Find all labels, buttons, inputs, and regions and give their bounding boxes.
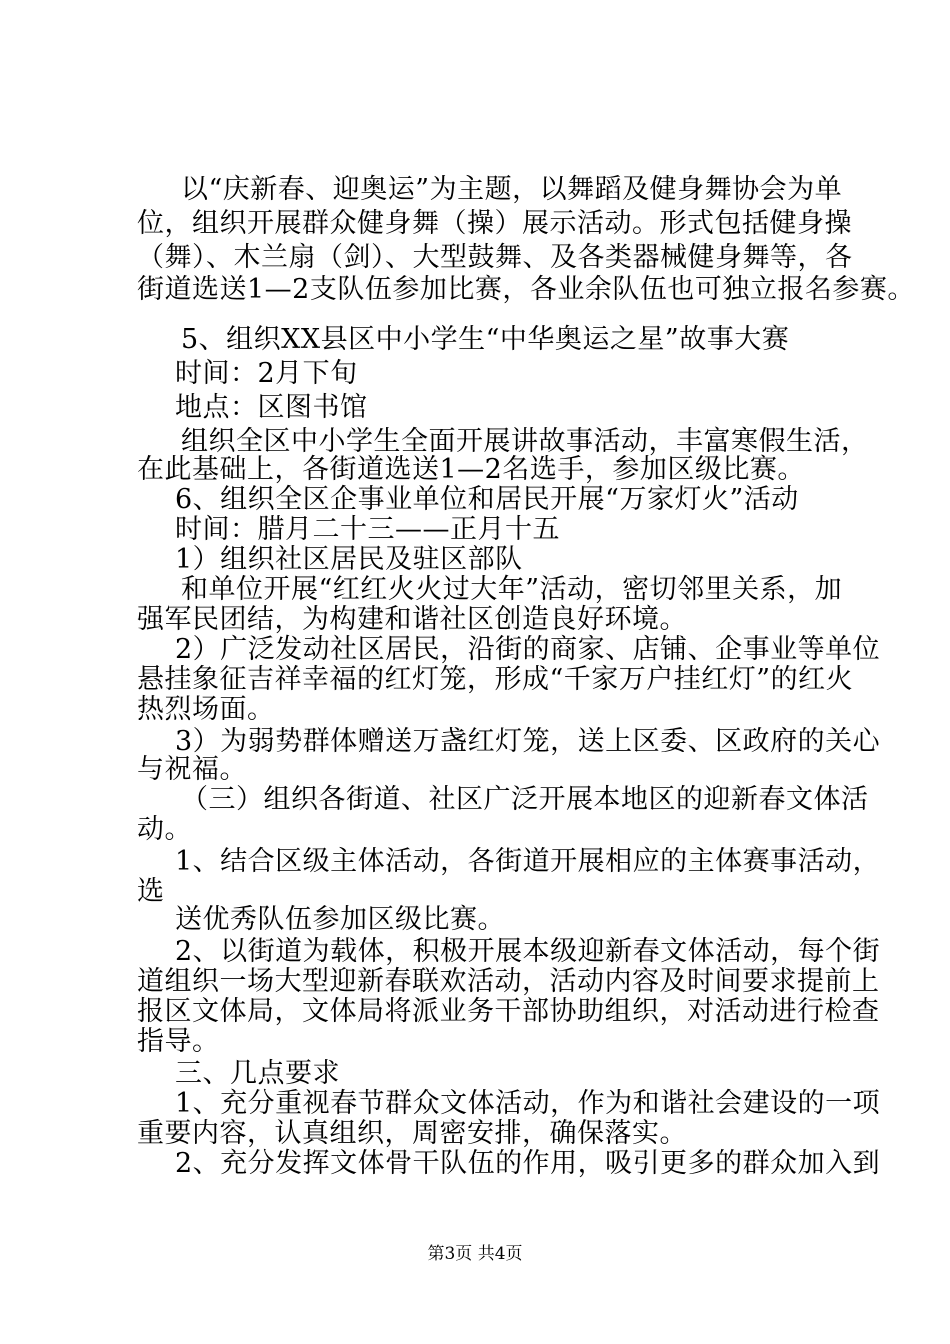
body-line: 和单位开展“红红火火过大年”活动，密切邻里关系，加: [181, 574, 843, 605]
body-line: 选: [137, 876, 165, 907]
body-line: 2）广泛发动社区居民，沿街的商家、店铺、企事业等单位: [175, 634, 881, 665]
body-line: 重要内容，认真组织，周密安排，确保落实。: [137, 1118, 687, 1149]
body-line: 道组织一场大型迎新春联欢活动，活动内容及时间要求提前上: [137, 966, 880, 997]
body-line: 位，组织开展群众健身舞（操）展示活动。形式包括健身操: [137, 208, 852, 239]
body-line: 时间：2月下旬: [175, 358, 358, 389]
body-line: 1、充分重视春节群众文体活动，作为和谐社会建设的一项: [175, 1088, 881, 1119]
body-line: 组织全区中小学生全面开展讲故事活动，丰富寒假生活，: [181, 426, 869, 457]
body-line: 强军民团结，为构建和谐社区创造良好环境。: [137, 604, 687, 635]
body-line: 地点：区图书馆: [175, 392, 368, 423]
body-line: （舞）、木兰扇（剑）、大型鼓舞、及各类器械健身舞等，各: [137, 242, 853, 273]
body-line: 热烈场面。: [137, 694, 275, 725]
body-line: 送优秀队伍参加区级比赛。: [175, 904, 505, 935]
body-line: 报区文体局，文体局将派业务干部协助组织，对活动进行检查: [137, 996, 880, 1027]
body-line: 以“庆新春、迎奥运”为主题，以舞蹈及健身舞协会为单: [181, 174, 843, 205]
body-line: 时间：腊月二十三——正月十五: [175, 514, 560, 545]
body-line: 1）组织社区居民及驻区部队: [175, 544, 523, 575]
body-line: 街道选送1—2支队伍参加比赛，各业余队伍也可独立报名参赛。: [137, 274, 915, 305]
section-heading: （三）组织各街道、社区广泛开展本地区的迎新春文体活: [181, 784, 869, 815]
body-line: 1、结合区级主体活动，各街道开展相应的主体赛事活动，: [175, 846, 881, 877]
body-line: 动。: [137, 814, 192, 845]
section-heading: 三、几点要求: [175, 1058, 340, 1089]
body-line: 与祝福。: [137, 754, 247, 785]
body-line: 悬挂象征吉祥幸福的红灯笼，形成“千家万户挂红灯”的红火: [137, 664, 854, 695]
body-line: 指导。: [137, 1026, 220, 1057]
body-line: 2、以街道为载体，积极开展本级迎新春文体活动，每个街: [175, 936, 881, 967]
section-heading: 5、组织XX县区中小学生“中华奥运之星”故事大赛: [181, 324, 790, 355]
page-number-footer: 第3页 共4页: [427, 1244, 523, 1264]
body-line: 2、充分发挥文体骨干队伍的作用，吸引更多的群众加入到: [175, 1148, 881, 1179]
body-line: 在此基础上，各街道选送1—2名选手，参加区级比赛。: [137, 454, 805, 485]
section-heading: 6、组织全区企事业单位和居民开展“万家灯火”活动: [175, 484, 799, 515]
body-line: 3）为弱势群体赠送万盏红灯笼，送上区委、区政府的关心: [175, 726, 881, 757]
